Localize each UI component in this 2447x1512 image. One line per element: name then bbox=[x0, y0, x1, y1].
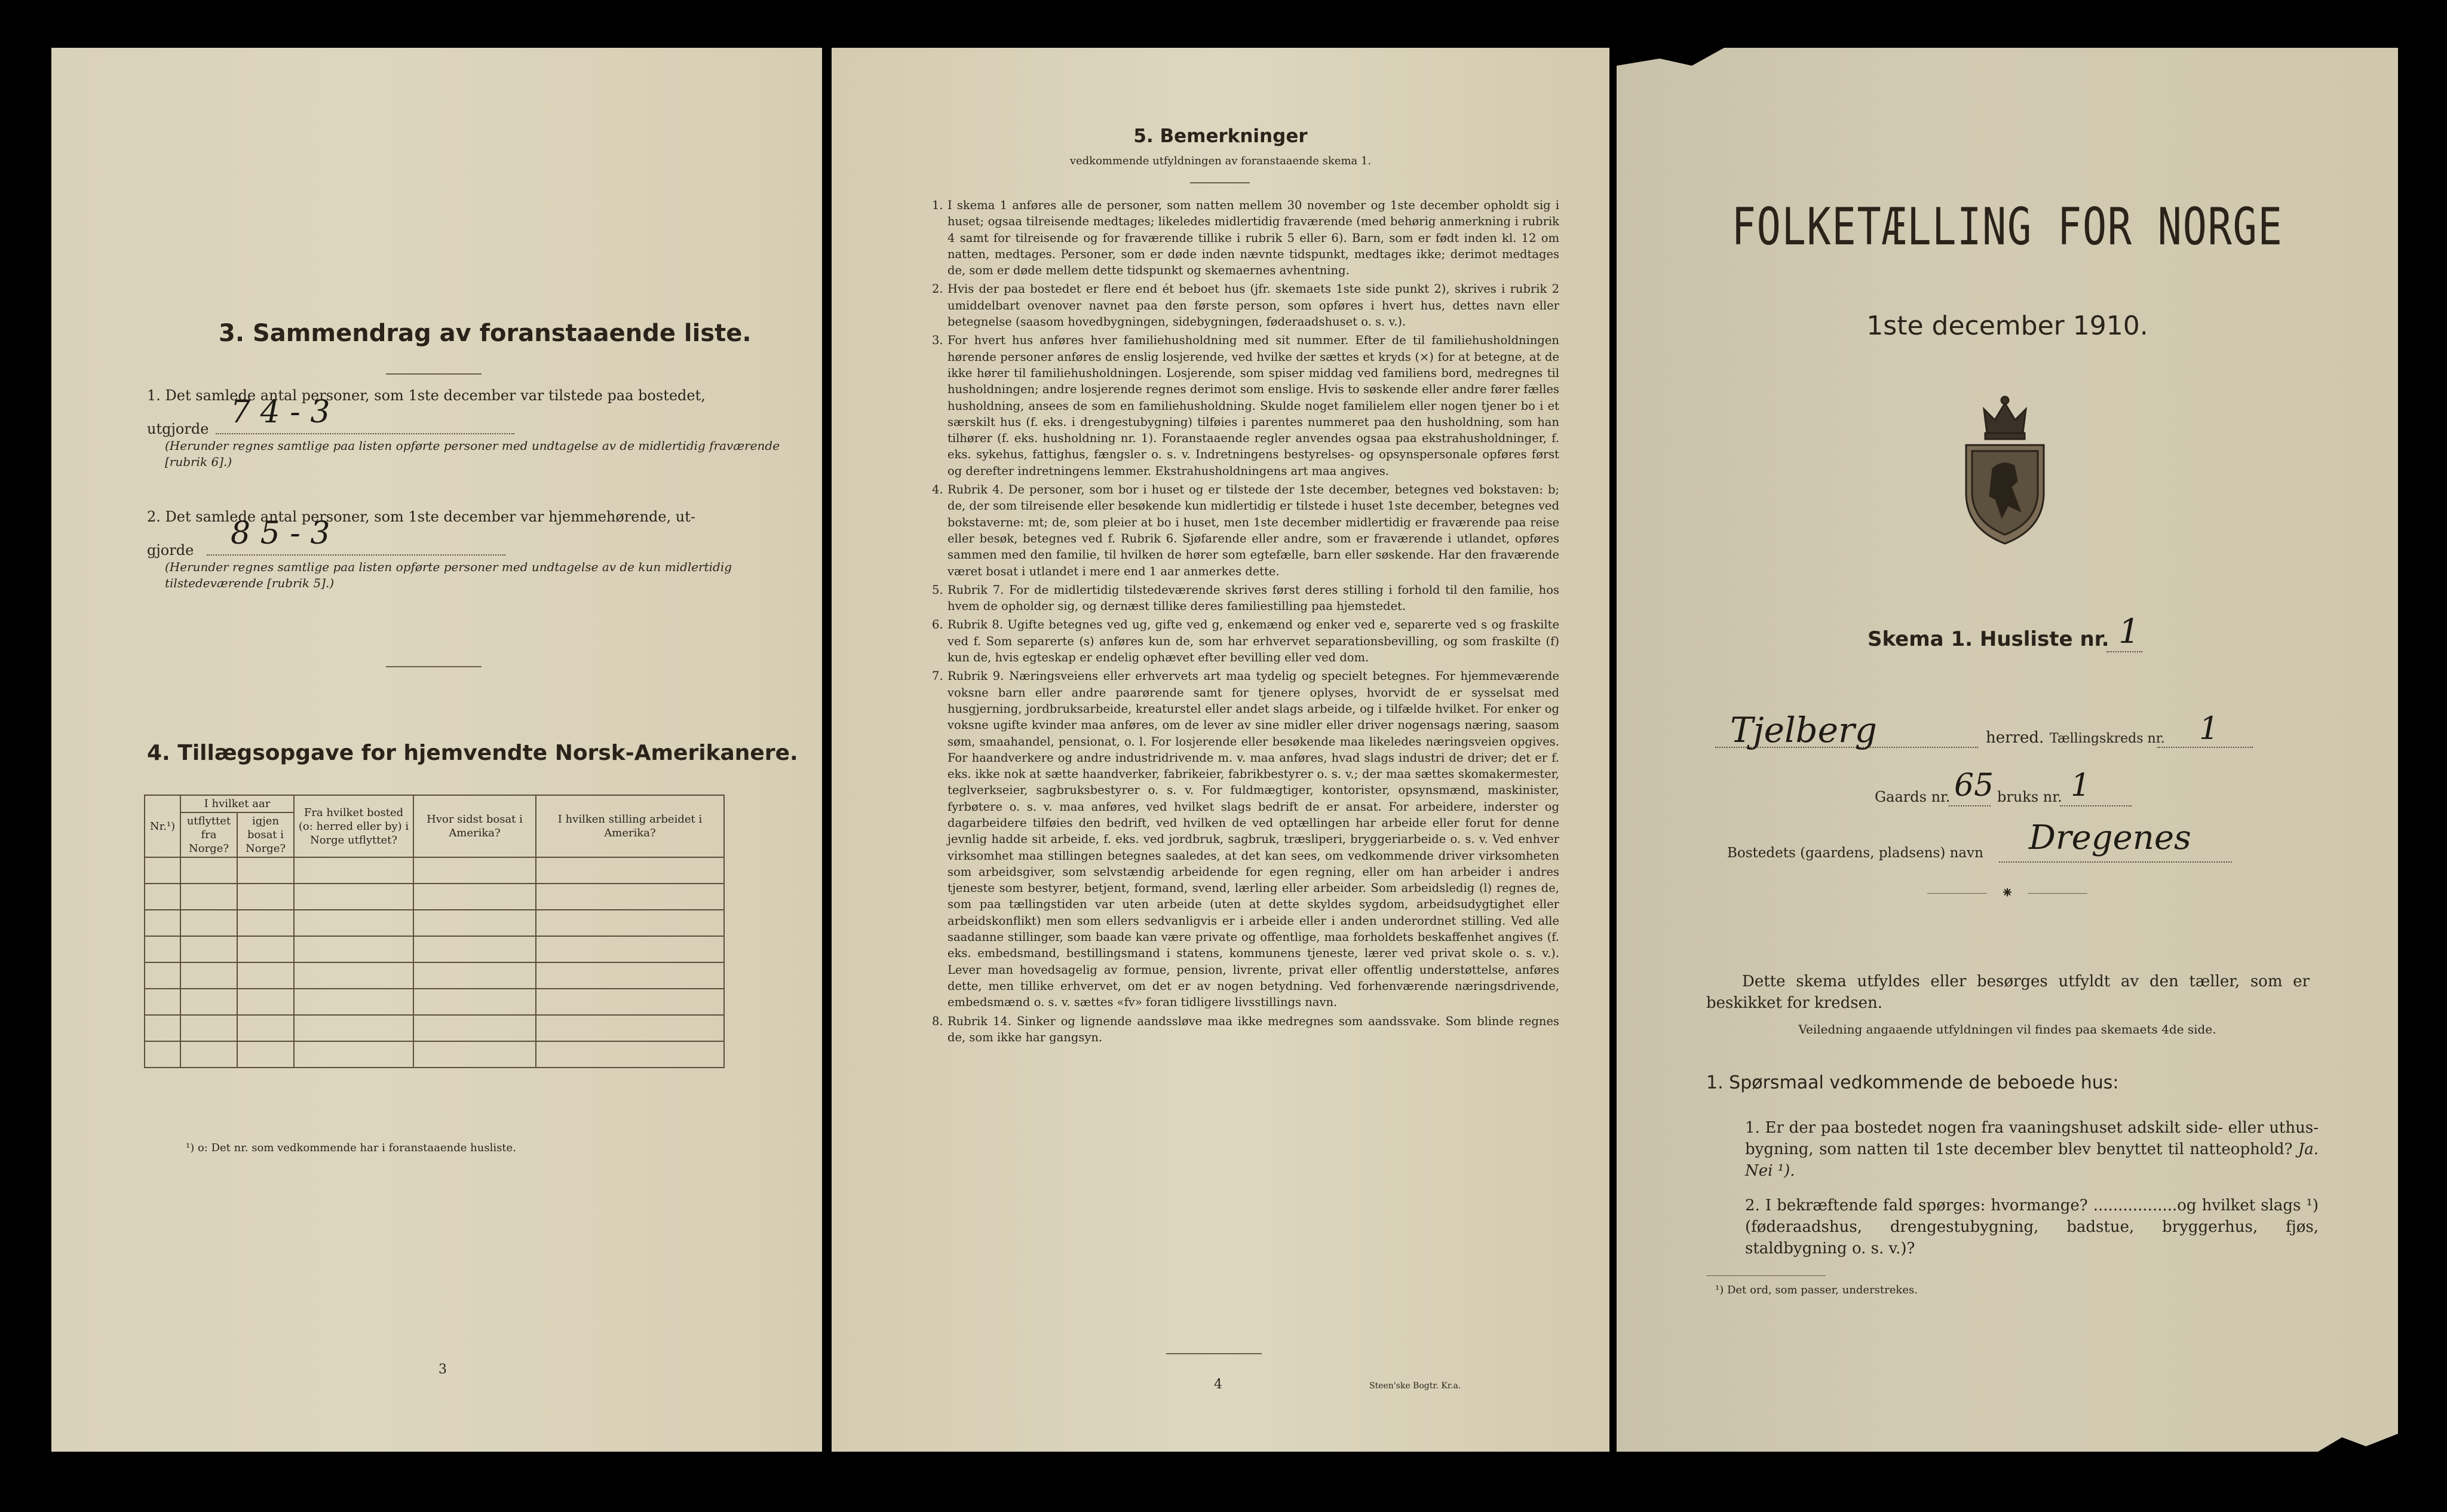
bruks-nr: 1 bbox=[2071, 768, 2091, 803]
remarks-list bbox=[932, 197, 1559, 1048]
remark-text: Hvis der paa bostedet er flere end ét beboet hus (jfr. skemaets 1ste side punkt 2), skrives i rubrik 2 umiddelbart ovenover navnet paa den første person, som opføres i hvert hus, dettes navn eller betegnelse (saasom hovedbygningen, sidebygningen, føderaadshuset o. s. v.). bbox=[947, 282, 1559, 329]
item-1-line bbox=[216, 433, 514, 434]
remark-text: Rubrik 14. Sinker og lignende aandssløve maa ikke medregnes som aandssvake. Som blinde regnes de, som ikke har gangsyn. bbox=[947, 1014, 1559, 1044]
remark-text: Rubrik 4. De personer, som bor i huset og er tilstede der 1ste december, betegnes ved bokstaven: b; de, der som tilreisende eller besøkende kun midlertidig er tilstede i huset 1ste december, betegnes ved bokstaverne: mt; de, som pleier at bo i huset, men 1ste december midlertidig er fraværende paa reise eller besøk, betegnes ved f. Rubrik 6. Sjøfarende eller andre, som er fraværende i utlandet, opføres sammen med den familie, til hvilken de hører som egtefælle, barn eller søskende. Har den fraværende været bosat i utlandet i mere end 1 aar anmerkes dette. bbox=[947, 483, 1559, 578]
divider bbox=[386, 666, 482, 667]
item-2-handwritten: 8 5 - 3 bbox=[231, 516, 330, 551]
page-number: 4 bbox=[1214, 1377, 1222, 1392]
gaards-nr: 65 bbox=[1954, 768, 1994, 803]
bosted-label: Bostedets (gaardens, pladsens) navn bbox=[1727, 845, 1983, 861]
divider bbox=[1190, 182, 1250, 183]
ornament: ⁕ bbox=[2001, 884, 2014, 902]
question-1-answer: Ja. Nei ¹). bbox=[1745, 1140, 2319, 1180]
question-1 bbox=[1745, 1117, 2319, 1182]
remarks-subtitle: vedkommende utfyldningen av foranstaaende skema 1. bbox=[1069, 155, 1372, 167]
printer-mark: Steen'ske Bogtr. Kr.a. bbox=[1369, 1381, 1461, 1391]
intro-note: Veiledning angaaende utfyldningen vil findes paa skemaets 4de side. bbox=[1798, 1022, 2216, 1036]
item-2-text: 2. Det samlede antal personer, som 1ste december var hjemmehørende, ut- bbox=[147, 508, 695, 525]
remark-number: 7. bbox=[932, 669, 943, 683]
bosted-handwritten: Dregenes bbox=[2029, 818, 2191, 857]
item-2-line bbox=[207, 554, 505, 556]
remark-number: 4. bbox=[932, 483, 943, 497]
col-occupation: I hvilken stilling arbeidet i Amerika? bbox=[536, 795, 724, 857]
remark-text: For hvert hus anføres hver familiehusholdning med sit nummer. Efter de til familiehusholdningen hørende personer anføres de enslig losjerende, ved hvilke der sættes et kryds (×) for at betegne, at de ikke hører til familiehusholdningen. Losjerende, som spiser middag ved familiens bord, medregnes til husholdningen; andre losjerende regnes derimot som enslige. Hvis to søskende eller andre fører fælles husholdning, ansees de som en familiehusholdning. Skulde noget familielem eller nogen tjener bo i et særskilt hus (f. eks. i drengestubygning) tilføies i parentes nummeret paa den husholdning, som han tilhører (f. eks. husholdning nr. 1). Foranstaaende regler anvendes ogsaa paa ekstrahusholdninger, f. eks. sykehus, fattighus, fængsler o. s. v. Indretningens bestyrelses- og opsynspersonale opføres først og derefter indretningens lemmer. Ekstrahusholdningens art maa angives. bbox=[947, 333, 1559, 478]
remark-number: 6. bbox=[932, 618, 943, 632]
remark-number: 1. bbox=[932, 198, 943, 212]
census-date: 1ste december 1910. bbox=[1866, 311, 2148, 341]
remarks-title: 5. Bemerkninger bbox=[1133, 125, 1308, 147]
husliste-line bbox=[2106, 651, 2142, 652]
item-2-lead: gjorde bbox=[147, 542, 194, 559]
table-row bbox=[145, 884, 724, 910]
remark-item bbox=[932, 281, 1559, 330]
husliste-nr: 1 bbox=[2118, 612, 2140, 651]
col-last-residence: Hvor sidst bosat i Amerika? bbox=[413, 795, 536, 857]
divider bbox=[2028, 893, 2087, 894]
table-row bbox=[145, 1015, 724, 1041]
remark-text: I skema 1 anføres alle de personer, som natten mellem 30 november og 1ste december opholdt sig i huset; ogsaa tilreisende medtages; likeledes midlertidig fraværende (med behørig anmerkning i rubrik 4 samt for tilreisende og for fraværende tillike i rubrik 5 eller 6). Barn, som er født inden kl. 12 om natten, medtages. Personer, som er døde inden nævnte tidspunkt, medtages ikke; derimot medtages de, som er døde mellem dette tidspunkt og skemaernes avhentning. bbox=[947, 198, 1559, 278]
remark-number: 3. bbox=[932, 333, 943, 348]
remark-number: 8. bbox=[932, 1014, 943, 1028]
question-1-text: 1. Er der paa bostedet nogen fra vaaningshuset adskilt side- eller uthus-bygning, som natten til 1ste december blev benyttet til natteophold? bbox=[1745, 1119, 2319, 1158]
question-2: 2. I bekræftende fald spørges: hvormange? .................og hvilket slags ¹) (føderaadshus, drengestubygning, badstue, bryggerhus, fjøs, staldbygning o. s. v.)? bbox=[1745, 1197, 2319, 1258]
remark-item bbox=[932, 668, 1559, 1010]
divider bbox=[1166, 1353, 1262, 1354]
gaards-line bbox=[1949, 805, 1991, 806]
herred-label: herred. bbox=[1986, 729, 2044, 747]
gaards-label: Gaards nr. bbox=[1875, 789, 1951, 805]
remark-number: 2. bbox=[932, 282, 943, 296]
remark-item bbox=[932, 617, 1559, 665]
intro-text: Dette skema utfyldes eller besørges utfyldt av den tæller, som er beskikket for kredsen. bbox=[1706, 973, 2310, 1012]
remark-number: 5. bbox=[932, 582, 943, 597]
col-from-place: Fra hvilket bosted (o: herred eller by) i Norge utflyttet? bbox=[294, 795, 413, 857]
page-number: 3 bbox=[439, 1362, 447, 1377]
table-row bbox=[145, 1041, 724, 1068]
remark-item bbox=[932, 332, 1559, 479]
table-row bbox=[145, 857, 724, 884]
bruks-label: bruks nr. bbox=[1997, 789, 2062, 805]
remark-text: Rubrik 7. For de midlertidig tilstedeværende skrives først deres stilling i forhold til den familie, hos hvem de opholder sig, og dernæst tillike deres familiestilling paa hjemstedet. bbox=[947, 582, 1559, 614]
section-3-title: 3. Sammendrag av foranstaaende liste. bbox=[219, 320, 752, 347]
norsk-amerikanere-table bbox=[144, 795, 725, 1068]
item-1-handwritten: 7 4 - 3 bbox=[231, 394, 330, 430]
remark-item bbox=[932, 481, 1559, 579]
norway-coat-of-arms-icon bbox=[1960, 391, 2050, 547]
table-row bbox=[145, 989, 724, 1015]
page-4 bbox=[832, 48, 1609, 1452]
bosted-line bbox=[1999, 861, 2232, 863]
table-row bbox=[145, 962, 724, 989]
divider bbox=[1927, 893, 1987, 894]
remark-text: Rubrik 8. Ugifte betegnes ved ug, gifte ved g, enkemænd og enker ved e, separerte ved s og fraskilte ved f. Som separerte (s) anføres kun de, som har erhvervet separationsbevilling, og som fraskilte (f) kun de, hvis egteskap er endelig ophævet efter bevilling eller ved dom. bbox=[947, 618, 1559, 665]
item-1-lead: utgjorde bbox=[147, 421, 209, 437]
remark-item bbox=[932, 1013, 1559, 1046]
kreds-nr: 1 bbox=[2199, 711, 2219, 747]
table-row bbox=[145, 936, 724, 962]
herred-handwritten: Tjelberg bbox=[1730, 710, 1877, 750]
questions-heading: 1. Spørsmaal vedkommende de beboede hus: bbox=[1706, 1072, 2119, 1093]
page-3 bbox=[51, 48, 822, 1452]
summary-item-1 bbox=[147, 385, 804, 470]
page-1-cover bbox=[1617, 48, 2398, 1452]
summary-item-2 bbox=[147, 507, 804, 591]
col-returned: igjen bosat i Norge? bbox=[237, 812, 294, 857]
table-footnote: ¹) o: Det nr. som vedkommende har i foranstaaende husliste. bbox=[186, 1142, 516, 1154]
bruks-line bbox=[2060, 805, 2132, 806]
remark-item bbox=[932, 197, 1559, 278]
remark-item bbox=[932, 582, 1559, 615]
col-year-group: I hvilket aar bbox=[180, 795, 294, 812]
item-2-note: (Herunder regnes samtlige paa listen opførte personer med undtagelse av de kun midlertidig tilstedeværende [rubrik 5].) bbox=[165, 560, 732, 590]
item-1-text: 1. Det samlede antal personer, som 1ste december var tilstede paa bostedet, bbox=[147, 387, 706, 404]
kreds-line bbox=[2157, 747, 2253, 748]
schema-label: Skema 1. Husliste nr. bbox=[1868, 627, 2109, 651]
kreds-label: Tællingskreds nr. bbox=[2050, 731, 2165, 746]
table-row bbox=[145, 910, 724, 936]
col-emigrated: utflyttet fra Norge? bbox=[180, 812, 237, 857]
section-4-title: 4. Tillægsopgave for hjemvendte Norsk-Amerikanere. bbox=[147, 741, 798, 765]
remark-text: Rubrik 9. Næringsveiens eller erhvervets art maa tydelig og specielt betegnes. For hjemmeværende voksne barn eller andre paarørende samt for tjenere oplyses, hvorvidt de er sysselsat med husgjerning, jordbruksarbeide, kreaturstel eller andet slags arbeide, og i tilfælde hvilket. For enker og voksne ugifte kvinder maa anføres, om de lever av sine midler eller driver nogensags næring, saasom søm, smaahandel, pensionat, o. l. For losjerende eller besøkende maa likeledes næringsveien opgives. For haandverkere og andre industridrivende m. v. maa anføres, hvad slags industri de driver; det er f. eks. ikke nok at sætte haandverker, fabrikeier, fabrikbestyrer o. s. v.; der maa sættes skomakermester, teglverkseier, sagbruksbestyrer o. s. v. For fuldmægtiger, kontorister, opsynsmænd, maskinister, fyrbøtere o. s. v. maa anføres, ved hvilket slags bedrift de er ansat. For arbeidere, inderster og dagarbeidere tilføies den bedrift, ved hvilken de ved optællingen har arbeide eller forut for denne jevnlig hadde sit arbeide, f. eks. ved jordbruk, sagbruk, træsliperi, bryggeriarbeide o. s. v. Ved enhver virksomhet maa stillingen betegnes saaledes, at det kan sees, om vedkommende driver virksomheten som arbeidsgiver, som selvstændig arbeidende for egen regning, eller om han arbeider i andres tjeneste som bestyrer, betjent, formand, svend, lærling eller arbeider. Som arbeidsledig (l) regnes de, som paa tællingstiden var uten arbeide (uten at dette skyldes sygdom, arbeidsudygtighet eller arbeidskonflikt) men som ellers sedvanligvis er i arbeide eller i anden underordnet stilling. Ved alle saadanne stillinger, som baade kan være private og offentlige, maa forholdets beskaffenhet angives (f. eks. embedsmand, bestillingsmand i statens, kommunens tjeneste, lærer ved privat skole o. s. v.). Lever man hovedsagelig av formue, pension, livrente, privat eller offentlig understøttelse, anføres dette, men tillike erhvervet, om det er av nogen betydning. Ved forhenværende næringsdrivende, embedsmænd o. s. v. sættes «fv» foran tidligere livsstillings navn. bbox=[947, 669, 1559, 1010]
footnote: ¹) Det ord, som passer, understrekes. bbox=[1715, 1284, 1918, 1296]
divider bbox=[1706, 1275, 1826, 1276]
col-nr: Nr.¹) bbox=[145, 795, 180, 857]
divider bbox=[386, 373, 482, 375]
item-1-note: (Herunder regnes samtlige paa listen opførte personer med undtagelse av de midlertidig fraværende [rubrik 6].) bbox=[165, 438, 780, 469]
main-title: FOLKETÆLLING FOR NORGE bbox=[1731, 197, 2283, 257]
